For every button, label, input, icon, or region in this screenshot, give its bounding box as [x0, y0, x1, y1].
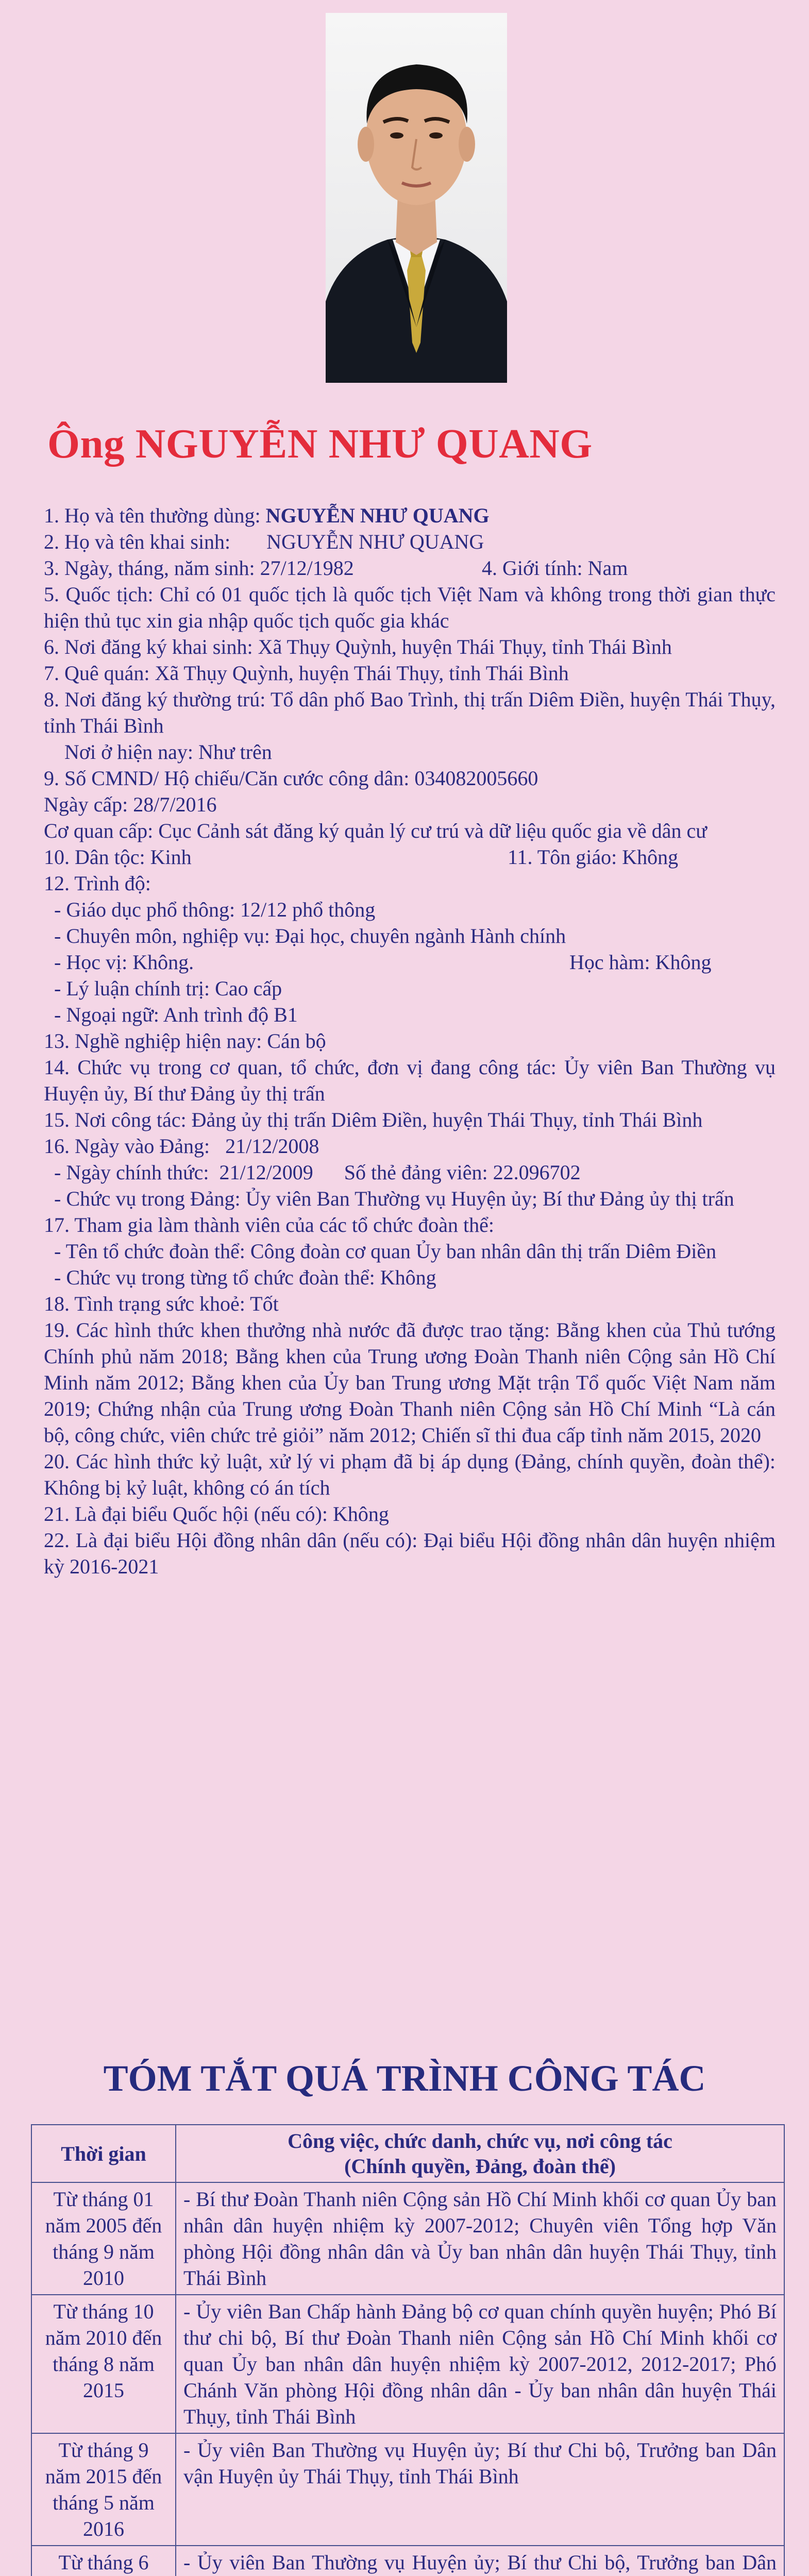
info-line-8: 8. Nơi đăng ký thường trú: Tổ dân phố Bao Trình, thị trấn Diêm Điền, huyện Thái Thụy, tỉnh Thái Bình — [44, 688, 776, 737]
table-row — [31, 2433, 784, 2546]
info-line-20: 20. Các hình thức kỷ luật, xử lý vi phạm đã bị áp dụng (Đảng, chính quyền, đoàn thể): Không bị kỷ luật, không có án tích — [44, 1450, 776, 1499]
info-line-17a: - Tên tổ chức đoàn thể: Công đoàn cơ quan Ủy ban nhân dân thị trấn Diêm Điền — [54, 1240, 717, 1263]
info-line-19: 19. Các hình thức khen thưởng nhà nước đã được trao tặng: Bằng khen của Thủ tướng Chính phủ năm 2018; Bằng khen của Trung ương Đoàn Thanh niên Cộng sản Hồ Chí Minh năm 2012; Bằng khen của Ủy ban Trung ương Mặt trận Tổ quốc Việt Nam năm 2019; Chứng nhận của Trung ương Đoàn Thanh niên Cộng sản Hồ Chí Minh “Là cán bộ, công chức, viên chức trẻ giỏi” năm 2012; Chiến sĩ thi đua cấp tỉnh năm 2015, 2020 — [44, 1318, 776, 1447]
portrait-illustration — [326, 13, 507, 383]
info-line-3-4: 3. Ngày, tháng, năm sinh: 27/12/1982 4. Giới tính: Nam — [44, 556, 628, 580]
career-table-header — [31, 2125, 784, 2182]
info-line-9: 9. Số CMND/ Hộ chiếu/Căn cước công dân: 034082005660 — [44, 767, 538, 790]
info-line-16: 16. Ngày vào Đảng: 21/12/2008 — [44, 1134, 319, 1158]
info-line-16a: - Ngày chính thức: 21/12/2009 Số thẻ đảng viên: 22.096702 — [54, 1161, 581, 1184]
career-table — [31, 2124, 785, 2576]
info-line-12c: - Học vị: Không. Học hàm: Không — [54, 951, 712, 974]
row-period: Từ tháng 01 năm 2005 đến tháng 9 năm 2010 — [31, 2182, 176, 2295]
info-line-18: 18. Tình trạng sức khoẻ: Tốt — [44, 1292, 279, 1315]
info-line-21: 21. Là đại biểu Quốc hội (nếu có): Không — [44, 1502, 389, 1526]
info-line-17b: - Chức vụ trong từng tổ chức đoàn thể: Không — [54, 1266, 436, 1289]
table-row — [31, 2295, 784, 2433]
info-line-15: 15. Nơi công tác: Đảng ủy thị trấn Diêm Điền, huyện Thái Thụy, tỉnh Thái Bình — [44, 1108, 703, 1131]
info-line-5: 5. Quốc tịch: Chỉ có 01 quốc tịch là quốc tịch Việt Nam và không trong thời gian thực hiện thủ tục xin gia nhập quốc tịch quốc gia khác — [44, 583, 776, 632]
info-line-9c: Cơ quan cấp: Cục Cảnh sát đăng ký quản lý cư trú và dữ liệu quốc gia về dân cư — [44, 819, 707, 842]
info-line-9b: Ngày cấp: 28/7/2016 — [44, 793, 217, 816]
col-desc-header-line1: Công việc, chức danh, chức vụ, nơi công tác — [288, 2129, 672, 2153]
info-line-14: 14. Chức vụ trong cơ quan, tổ chức, đơn vị đang công tác: Ủy viên Ban Thường vụ Huyện ủy, Bí thư Đảng ủy thị trấn — [44, 1056, 776, 1105]
row-desc: - Ủy viên Ban Chấp hành Đảng bộ cơ quan chính quyền huyện; Phó Bí thư chi bộ, Bí thư Đoàn Thanh niên Cộng sản Hồ Chí Minh khối cơ quan Ủy ban nhân dân huyện nhiệm kỳ 2007-2012, 2012-2017; Phó Chánh Văn phòng Hội đồng nhân dân - Ủy ban nhân dân huyện Thái Thụy, tỉnh Thái Bình — [176, 2295, 784, 2433]
table-row — [31, 2182, 784, 2295]
info-line-7: 7. Quê quán: Xã Thụy Quỳnh, huyện Thái Thụy, tỉnh Thái Bình — [44, 662, 569, 685]
col-period-header: Thời gian — [31, 2125, 176, 2182]
row-period: Từ tháng 6 — [31, 2546, 176, 2576]
info-line-12e: - Ngoại ngữ: Anh trình độ B1 — [54, 1003, 298, 1026]
info-line-12b: - Chuyên môn, nghiệp vụ: Đại học, chuyên ngành Hành chính — [54, 924, 566, 947]
info-line-12: 12. Trình độ: — [44, 872, 151, 895]
info-line-10-11: 10. Dân tộc: Kinh 11. Tôn giáo: Không — [44, 845, 679, 869]
info-line-12d: - Lý luận chính trị: Cao cấp — [54, 977, 282, 1000]
info-line-22: 22. Là đại biểu Hội đồng nhân dân (nếu có): Đại biểu Hội đồng nhân dân huyện nhiệm kỳ 2016-2021 — [44, 1529, 776, 1578]
info-line-8b: Nơi ở hiện nay: Như trên — [64, 740, 272, 764]
table-row — [31, 2546, 784, 2576]
info-line-1: 1. Họ và tên thường dùng: NGUYỄN NHƯ QUANG — [44, 504, 490, 527]
info-line-16b: - Chức vụ trong Đảng: Ủy viên Ban Thường vụ Huyện ủy; Bí thư Đảng ủy thị trấn — [54, 1187, 734, 1210]
portrait-photo — [326, 13, 507, 383]
row-desc: - Ủy viên Ban Thường vụ Huyện ủy; Bí thư Chi bộ, Trưởng ban Dân — [176, 2546, 784, 2576]
row-desc: - Ủy viên Ban Thường vụ Huyện ủy; Bí thư Chi bộ, Trưởng ban Dân vận Huyện ủy Thái Thụy, tỉnh Thái Bình — [176, 2433, 784, 2546]
row-period: Từ tháng 9 năm 2015 đến tháng 5 năm 2016 — [31, 2433, 176, 2546]
info-line-17: 17. Tham gia làm thành viên của các tổ chức đoàn thể: — [44, 1213, 494, 1236]
row-period: Từ tháng 10 năm 2010 đến tháng 8 năm 2015 — [31, 2295, 176, 2433]
col-desc-header — [176, 2125, 784, 2182]
info-line-6: 6. Nơi đăng ký khai sinh: Xã Thụy Quỳnh, huyện Thái Thụy, tỉnh Thái Bình — [44, 635, 672, 658]
info-line-2: 2. Họ và tên khai sinh: NGUYỄN NHƯ QUANG — [44, 530, 484, 553]
info-line-13: 13. Nghề nghiệp hiện nay: Cán bộ — [44, 1029, 326, 1053]
candidate-name-title: Ông NGUYỄN NHƯ QUANG — [47, 420, 593, 467]
candidate-info — [44, 502, 776, 1580]
row-desc: - Bí thư Đoàn Thanh niên Cộng sản Hồ Chí Minh khối cơ quan Ủy ban nhân dân huyện nhiệm kỳ 2007-2012; Chuyên viên Tổng hợp Văn phòng Hội đồng nhân dân và Ủy ban nhân dân huyện Thái Thụy, tỉnh Thái Bình — [176, 2182, 784, 2295]
career-section-title: TÓM TẮT QUÁ TRÌNH CÔNG TÁC — [103, 2058, 706, 2099]
info-line-12a: - Giáo dục phổ thông: 12/12 phổ thông — [54, 898, 376, 921]
col-desc-header-line2: (Chính quyền, Đảng, đoàn thể) — [344, 2155, 616, 2178]
